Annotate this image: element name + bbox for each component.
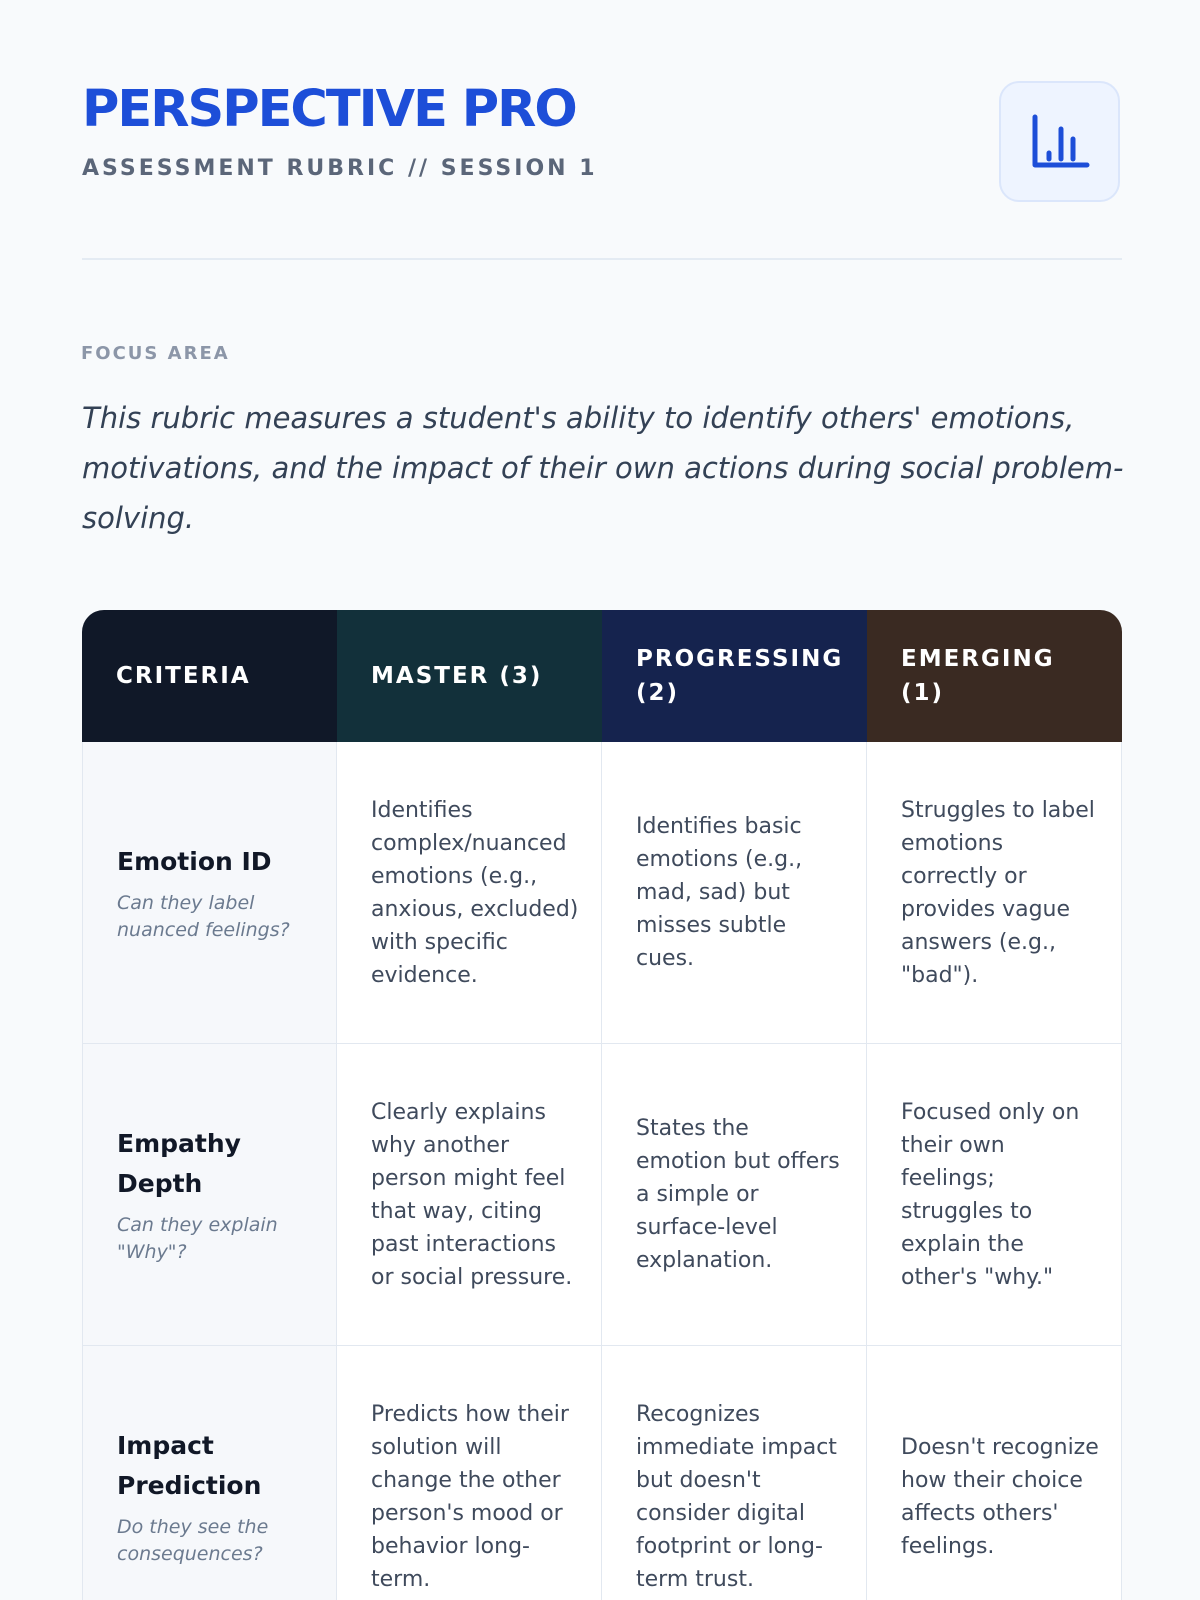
criteria-cell bbox=[82, 742, 337, 1044]
header-progressing: PROGRESSING (2) bbox=[602, 610, 867, 742]
rubric-table bbox=[82, 610, 1122, 1600]
master-cell: Identifies complex/nuanced emotions (e.g., anxious, excluded) with specific evidence. bbox=[337, 742, 602, 1044]
progressing-cell: Identifies basic emotions (e.g., mad, sad) but misses subtle cues. bbox=[602, 742, 867, 1044]
bar-chart-icon bbox=[1031, 113, 1091, 173]
table-row bbox=[82, 742, 1122, 1044]
master-cell: Clearly explains why another person might feel that way, citing past interactions or social pressure. bbox=[337, 1044, 602, 1346]
focus-area-description: This rubric measures a student's ability to identify others' emotions, motivations, and the impact of their own actions during social problem-solving. bbox=[82, 401, 1124, 535]
criteria-question: Do they see the consequences? bbox=[117, 1515, 269, 1565]
header-divider bbox=[82, 258, 1122, 260]
progressing-cell: States the emotion but offers a simple or surface-level explanation. bbox=[602, 1044, 867, 1346]
header-emerging: EMERGING (1) bbox=[867, 610, 1122, 742]
page-header bbox=[82, 78, 1122, 208]
emerging-cell: Focused only on their own feelings; struggles to explain the other's "why." bbox=[867, 1044, 1122, 1346]
header-master: MASTER (3) bbox=[337, 610, 602, 742]
criteria-name: Emotion ID bbox=[117, 846, 272, 876]
page-title: PERSPECTIVE PRO bbox=[82, 80, 576, 139]
master-cell: Predicts how their solution will change the other person's mood or behavior long-term. bbox=[337, 1346, 602, 1600]
page-subtitle: ASSESSMENT RUBRIC // SESSION 1 bbox=[82, 156, 598, 181]
bar-chart-icon-tile bbox=[999, 81, 1120, 202]
rubric-header-row bbox=[82, 610, 1122, 742]
criteria-question: Can they label nuanced feelings? bbox=[117, 891, 290, 941]
table-row bbox=[82, 1044, 1122, 1346]
progressing-cell: Recognizes immediate impact but doesn't consider digital footprint or long-term trust. bbox=[602, 1346, 867, 1600]
criteria-cell bbox=[82, 1346, 337, 1600]
emerging-cell: Doesn't recognize how their choice affects others' feelings. bbox=[867, 1346, 1122, 1600]
header-criteria: CRITERIA bbox=[82, 610, 337, 742]
criteria-cell bbox=[82, 1044, 337, 1346]
criteria-name: Empathy Depth bbox=[117, 1128, 241, 1198]
table-row bbox=[82, 1346, 1122, 1600]
criteria-name: Impact Prediction bbox=[117, 1430, 262, 1500]
emerging-cell: Struggles to label emotions correctly or provides vague answers (e.g., "bad"). bbox=[867, 742, 1122, 1044]
criteria-question: Can they explain "Why"? bbox=[117, 1213, 278, 1263]
focus-area-label: FOCUS AREA bbox=[81, 343, 230, 364]
